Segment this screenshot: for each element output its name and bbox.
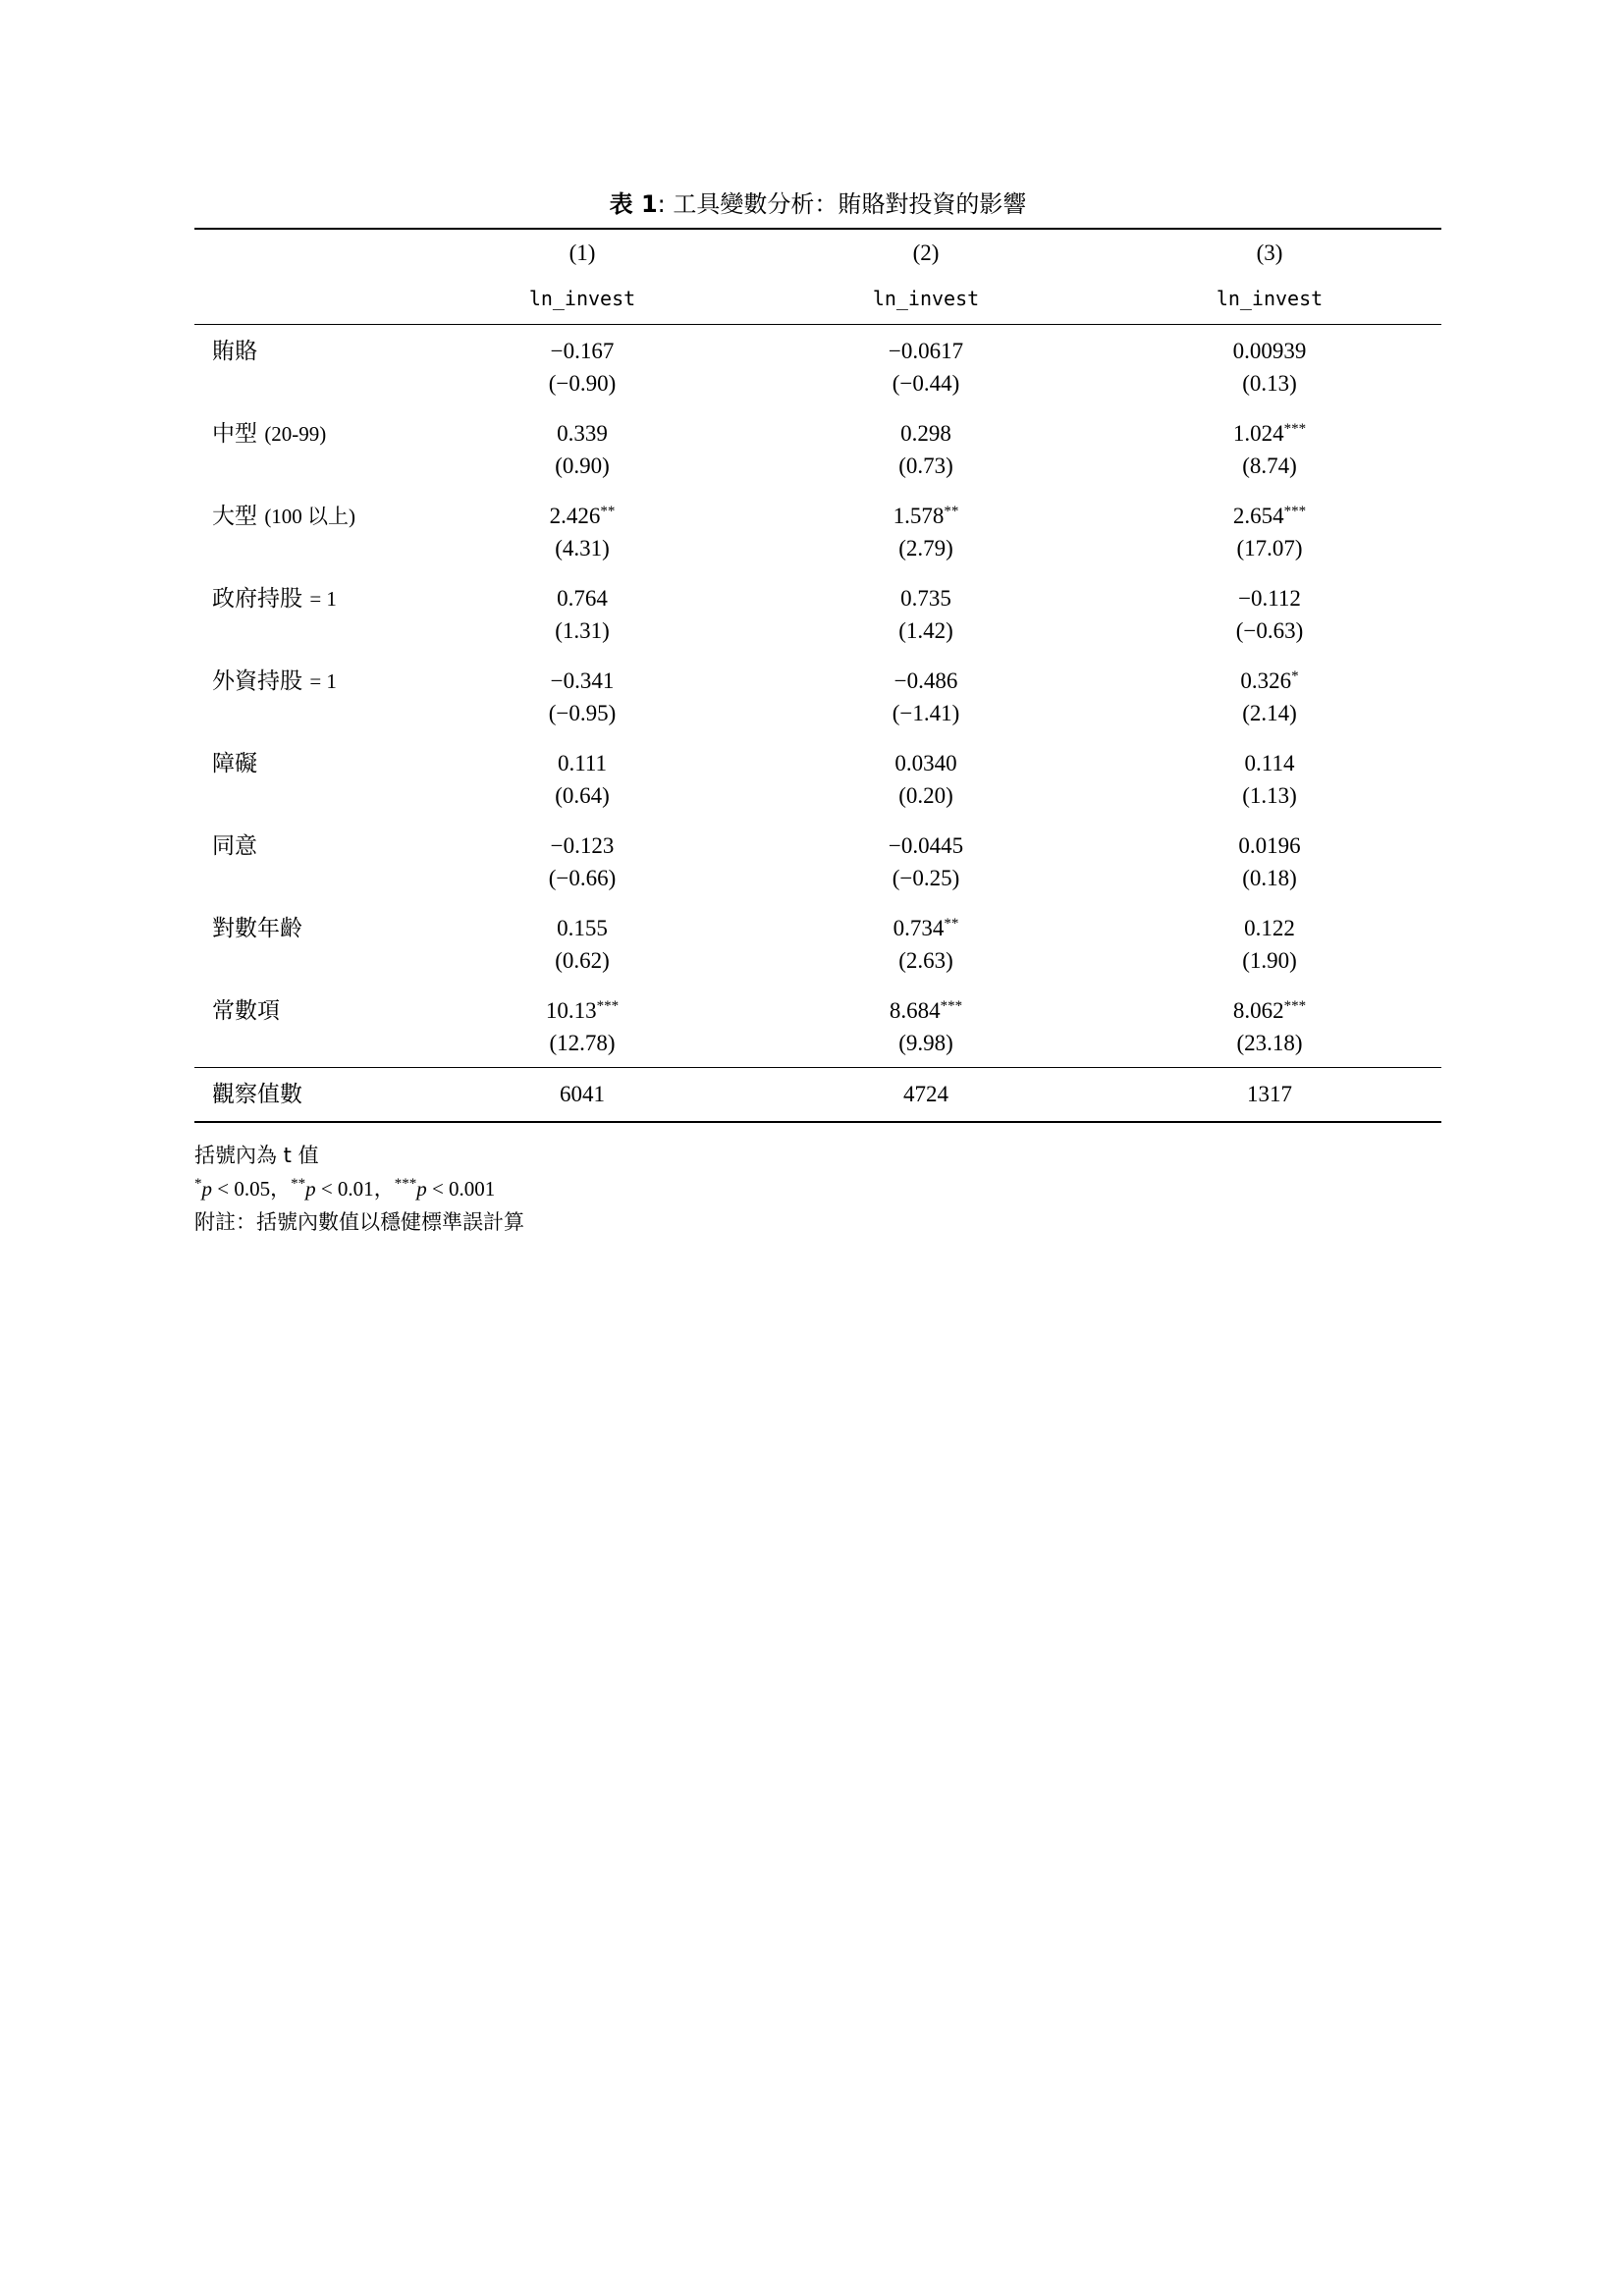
t-statistic-row (194, 698, 1441, 747)
coefficient-cell (1098, 747, 1441, 780)
coefficient-value: −0.341 (550, 668, 615, 693)
significance-stars: ** (944, 504, 959, 519)
p-symbol: p (305, 1177, 316, 1201)
coefficient-cell (410, 912, 754, 945)
observations-value: 4724 (903, 1082, 948, 1106)
dependent-variable-row (194, 277, 1441, 324)
coefficient-value: 0.155 (557, 916, 608, 940)
t-statistic: (−0.66) (548, 866, 617, 890)
coefficient-cell (754, 335, 1098, 368)
bottom-rule (194, 1121, 1441, 1123)
coefficient-value: 0.0196 (1238, 833, 1301, 858)
blank-cell (194, 533, 410, 582)
t-statistic: (−0.90) (548, 371, 617, 396)
variable-label (194, 912, 410, 945)
coefficient-cell (1098, 500, 1441, 533)
coefficient-value: 0.114 (1244, 751, 1295, 775)
column-number: (1) (568, 240, 596, 265)
t-statistic: (0.18) (1242, 866, 1297, 890)
column-number-row (194, 230, 1441, 277)
coefficient-cell (1098, 417, 1441, 451)
coefficients-grid (194, 325, 1441, 1067)
dependent-variable: ln_invest (872, 287, 980, 310)
t-statistic: (−0.25) (892, 866, 960, 890)
coefficient-value: 2.654 (1232, 504, 1284, 528)
coefficient-cell (1098, 582, 1441, 615)
t-statistic: (0.62) (555, 948, 610, 973)
table-title: : 工具變數分析：賄賂對投資的影響 (657, 190, 1027, 218)
dependent-variable: ln_invest (1216, 287, 1324, 310)
coefficient-value: 8.062 (1232, 998, 1284, 1023)
coefficient-row (194, 417, 1441, 451)
coefficient-row (194, 582, 1441, 615)
p-symbol: p (201, 1177, 212, 1201)
t-statistic: (−0.44) (892, 371, 960, 396)
coefficient-cell (754, 829, 1098, 863)
coefficient-row (194, 829, 1441, 863)
t-statistic-row (194, 1028, 1441, 1067)
blank-cell (194, 780, 410, 829)
t-statistic-row (194, 533, 1441, 582)
significance-stars: ** (944, 916, 959, 932)
t-statistic: (1.90) (1242, 948, 1297, 973)
coefficient-row (194, 500, 1441, 533)
column-number: (3) (1256, 240, 1283, 265)
blank-cell (194, 1028, 410, 1067)
coefficient-cell (410, 582, 754, 615)
significance-note (194, 1172, 1441, 1205)
coefficient-value: 1.578 (893, 504, 945, 528)
coefficient-cell (754, 994, 1098, 1028)
coefficient-value: −0.112 (1238, 586, 1301, 611)
coefficient-value: −0.123 (550, 833, 615, 858)
t-statistic: (1.31) (555, 618, 610, 643)
observations-grid (194, 1068, 1441, 1121)
t-statistic: (12.78) (549, 1031, 616, 1055)
p-threshold: < 0.05 (212, 1177, 271, 1201)
coefficient-value: 0.298 (900, 421, 951, 446)
coefficient-value: 10.13 (545, 998, 597, 1023)
coefficient-cell (754, 417, 1098, 451)
coefficient-cell (410, 500, 754, 533)
blank-cell (194, 945, 410, 994)
variable-label (194, 500, 410, 533)
significance-stars: ** (600, 504, 616, 519)
observations-value: 6041 (560, 1082, 605, 1106)
t-statistic-row (194, 945, 1441, 994)
table-notes (194, 1139, 1441, 1239)
variable-label (194, 582, 410, 615)
observations-value: 1317 (1247, 1082, 1292, 1106)
coefficient-cell (1098, 994, 1441, 1028)
coefficient-cell (410, 665, 754, 698)
t-statistic: (4.31) (555, 536, 610, 561)
table-caption (194, 188, 1441, 228)
coefficient-row (194, 335, 1441, 368)
blank-cell (194, 368, 410, 417)
variable-qualifier: = 1 (309, 669, 337, 693)
p-threshold: < 0.001 (426, 1177, 496, 1201)
coefficient-value: −0.0445 (888, 833, 964, 858)
coefficient-value: 0.764 (557, 586, 608, 611)
variable-name: 政府持股 (212, 586, 302, 612)
table-grid (194, 230, 1441, 324)
significance-stars: *** (1283, 504, 1307, 519)
t-value-note: 括號內為 t 值 (194, 1144, 319, 1167)
variable-label (194, 994, 410, 1028)
t-statistic: (−1.41) (892, 701, 960, 725)
coefficient-cell (754, 747, 1098, 780)
coefficient-value: 2.426 (549, 504, 601, 528)
table-number: 表 1 (609, 190, 658, 218)
t-statistic-row (194, 368, 1441, 417)
observations-label: 觀察值數 (212, 1082, 302, 1107)
coefficient-cell (1098, 829, 1441, 863)
t-statistic: (0.64) (555, 783, 610, 808)
significance-stars: ** (291, 1176, 306, 1192)
variable-name: 同意 (212, 833, 257, 859)
t-statistic: (0.73) (898, 454, 953, 478)
blank-cell (194, 615, 410, 665)
variable-label (194, 747, 410, 780)
row-spacer (194, 325, 1441, 335)
coefficient-value: 0.111 (557, 751, 608, 775)
coefficient-value: 8.684 (889, 998, 941, 1023)
variable-label (194, 829, 410, 863)
significance-stars: *** (596, 998, 620, 1014)
significance-stars: *** (940, 998, 963, 1014)
coefficient-value: 0.735 (900, 586, 951, 611)
coefficient-value: 0.326 (1240, 668, 1292, 693)
coefficient-row (194, 994, 1441, 1028)
t-statistic: (1.13) (1242, 783, 1297, 808)
coefficient-cell (754, 665, 1098, 698)
t-statistic: (8.74) (1242, 454, 1297, 478)
significance-stars: *** (394, 1176, 417, 1192)
coefficient-row (194, 665, 1441, 698)
variable-name: 大型 (212, 504, 257, 529)
significance-stars: * (194, 1176, 202, 1192)
variable-name: 對數年齡 (212, 916, 302, 941)
regression-table (194, 188, 1441, 1123)
t-statistic-row (194, 615, 1441, 665)
coefficient-value: 1.024 (1232, 421, 1284, 446)
header-blank (194, 277, 410, 324)
blank-cell (194, 863, 410, 912)
variable-qualifier: (20-99) (264, 422, 327, 446)
significance-stars: *** (1283, 421, 1307, 437)
t-statistic: (23.18) (1236, 1031, 1303, 1055)
coefficient-value: 0.734 (893, 916, 945, 940)
coefficient-value: −0.167 (550, 339, 615, 363)
variable-name: 外資持股 (212, 668, 302, 694)
separator: ， (373, 1177, 395, 1201)
variable-name: 常數項 (212, 998, 280, 1024)
coefficient-value: 0.122 (1244, 916, 1295, 940)
t-statistic: (2.14) (1242, 701, 1297, 725)
coefficient-value: 0.339 (557, 421, 608, 446)
coefficient-row (194, 747, 1441, 780)
blank-cell (194, 698, 410, 747)
p-threshold: < 0.01 (315, 1177, 374, 1201)
coefficient-cell (410, 747, 754, 780)
header-blank (194, 230, 410, 277)
variable-qualifier: (100 以上) (264, 505, 356, 528)
coefficient-cell (754, 912, 1098, 945)
variable-qualifier: = 1 (309, 587, 337, 611)
variable-name: 賄賂 (212, 339, 257, 364)
t-statistic: (1.42) (898, 618, 953, 643)
coefficient-cell (754, 582, 1098, 615)
coefficient-cell (410, 829, 754, 863)
t-statistic: (0.13) (1242, 371, 1297, 396)
coefficient-row (194, 912, 1441, 945)
variable-label (194, 665, 410, 698)
dependent-variable: ln_invest (528, 287, 636, 310)
significance-stars: * (1291, 668, 1299, 684)
coefficient-value: −0.486 (893, 668, 958, 693)
coefficient-cell (1098, 335, 1441, 368)
coefficient-cell (754, 500, 1098, 533)
variable-name: 障礙 (212, 751, 257, 776)
t-statistic-row (194, 863, 1441, 912)
variable-label (194, 335, 410, 368)
coefficient-cell (410, 994, 754, 1028)
coefficient-value: −0.0617 (888, 339, 964, 363)
variable-label (194, 417, 410, 451)
observations-row (194, 1068, 1441, 1121)
coefficient-rows (194, 325, 1441, 1067)
column-number: (2) (912, 240, 940, 265)
coefficient-value: 0.00939 (1232, 339, 1307, 363)
t-statistic: (−0.95) (548, 701, 617, 725)
significance-stars: *** (1283, 998, 1307, 1014)
footnote: 附註：括號內數值以穩健標準誤計算 (194, 1210, 524, 1234)
t-statistic: (0.20) (898, 783, 953, 808)
t-statistic-row (194, 780, 1441, 829)
p-symbol: p (416, 1177, 427, 1201)
blank-cell (194, 451, 410, 500)
coefficient-cell (410, 335, 754, 368)
t-statistic: (0.90) (555, 454, 610, 478)
coefficient-value: 0.0340 (894, 751, 957, 775)
variable-name: 中型 (212, 421, 257, 447)
coefficient-cell (1098, 665, 1441, 698)
t-statistic: (2.79) (898, 536, 953, 561)
t-statistic: (17.07) (1236, 536, 1303, 561)
coefficient-cell (1098, 912, 1441, 945)
t-statistic-row (194, 451, 1441, 500)
t-statistic: (9.98) (898, 1031, 953, 1055)
separator: ， (270, 1177, 292, 1201)
t-statistic: (−0.63) (1235, 618, 1304, 643)
coefficient-cell (410, 417, 754, 451)
t-statistic: (2.63) (898, 948, 953, 973)
